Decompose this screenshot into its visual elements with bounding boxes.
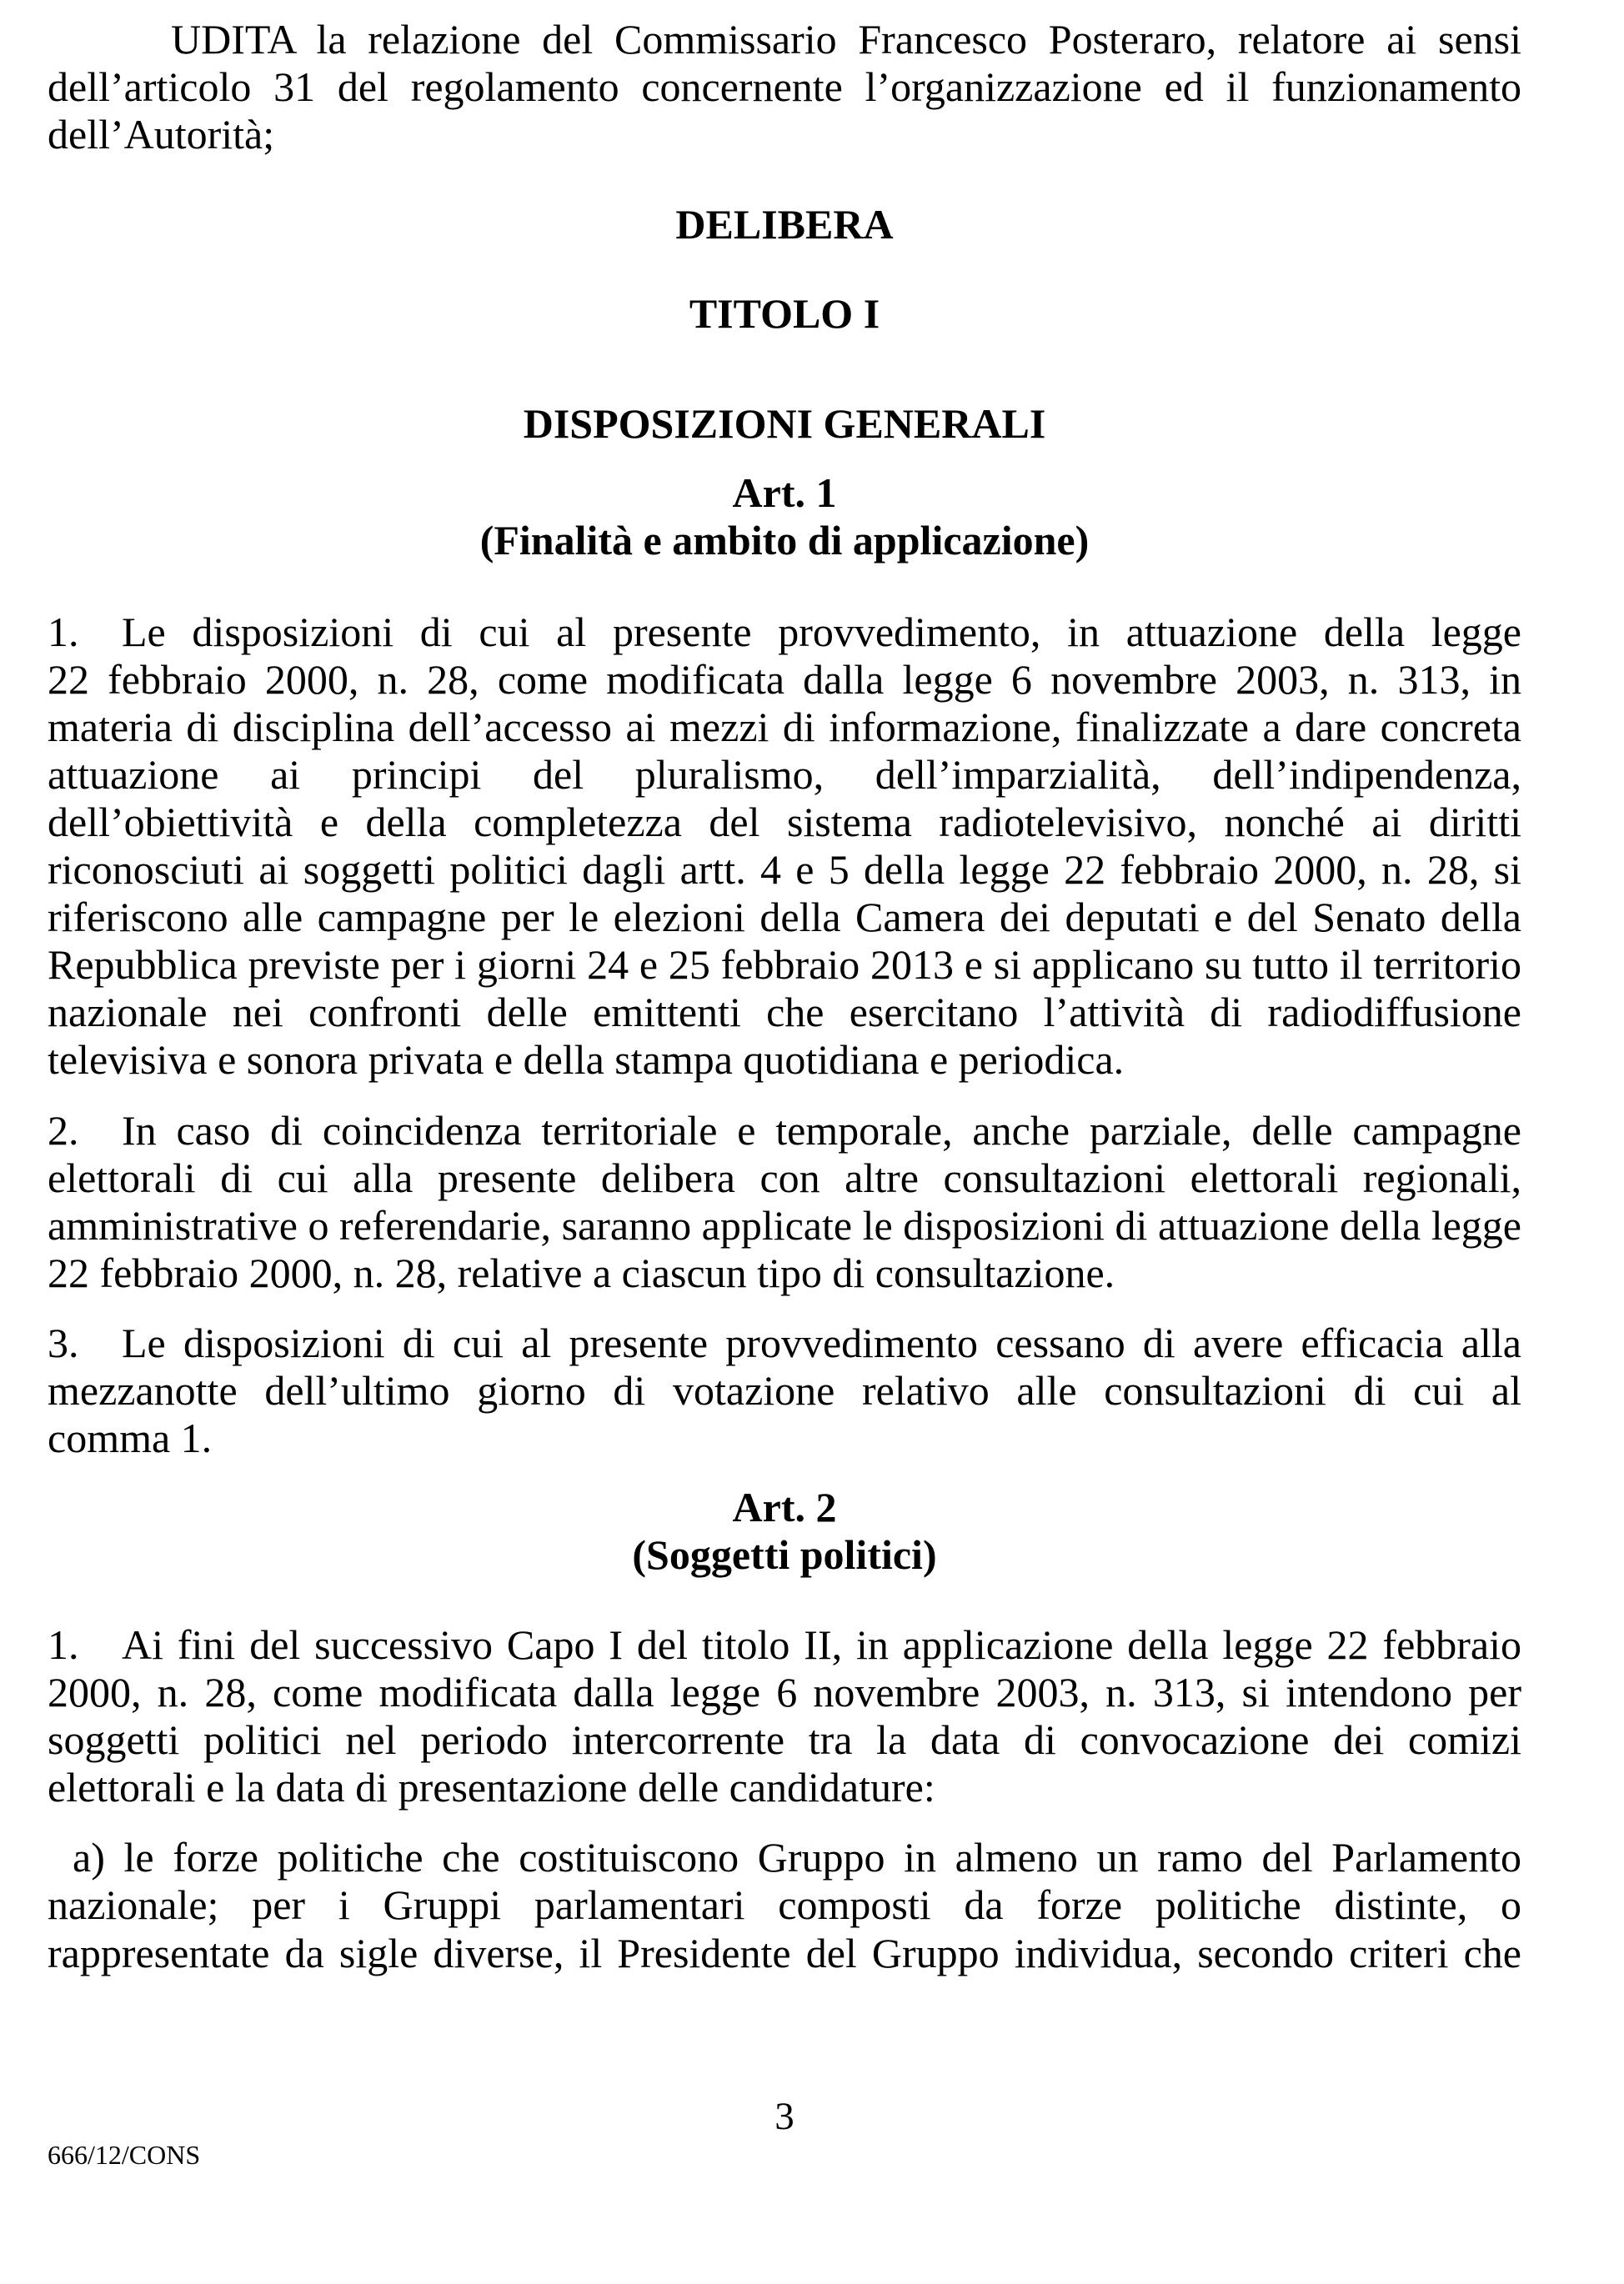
- preamble-line: dell’Autorità;: [48, 111, 275, 158]
- list-item-first-line: a) le forze politiche che costituiscono Gruppo in almeno un ramo del Parlamento: [73, 1834, 1521, 1881]
- list-item-line: nazionale; per i Gruppi parlamentari composti da forze politiche distinte, o: [48, 1881, 1521, 1928]
- paragraph-text: In caso di coincidenza territoriale e temporale, anche parziale, delle campagne: [122, 1107, 1521, 1154]
- paragraph-line: riferiscono alle campagne per le elezioni della Camera dei deputati e del Senato della: [48, 894, 1521, 940]
- article-number: Art. 1: [732, 469, 837, 516]
- paragraph-first-line: [48, 1107, 1521, 1155]
- document-code: 666/12/CONS: [48, 2140, 201, 2170]
- paragraph-number: 2.: [48, 1107, 79, 1154]
- paragraph-line: attuazione ai principi del pluralismo, dell’imparzialità, dell’indipendenza,: [48, 751, 1521, 798]
- paragraph-first-line: [48, 1320, 1521, 1367]
- paragraph-line: televisiva e sonora privata e della stampa quotidiana e periodica.: [48, 1036, 1125, 1083]
- paragraph-line: 22 febbraio 2000, n. 28, come modificata dalla legge 6 novembre 2003, n. 313, in: [48, 656, 1521, 703]
- paragraph-text: Le disposizioni di cui al presente provvedimento, in attuazione della legge: [122, 609, 1521, 655]
- page-number: 3: [774, 2095, 794, 2138]
- paragraph-line: Repubblica previste per i giorni 24 e 25 febbraio 2013 e si applicano su tutto il territorio: [48, 941, 1521, 988]
- paragraph-line: nazionale nei confronti delle emittenti che esercitano l’attività di radiodiffusione: [48, 989, 1521, 1035]
- heading-section: DISPOSIZIONI GENERALI: [523, 400, 1046, 447]
- paragraph-text: Le disposizioni di cui al presente provvedimento cessano di avere efficacia alla: [122, 1320, 1521, 1366]
- paragraph-line: riconosciuti ai soggetti politici dagli artt. 4 e 5 della legge 22 febbraio 2000, n. 28, si: [48, 846, 1521, 893]
- paragraph-line: amministrative o referendarie, saranno applicate le disposizioni di attuazione della legge: [48, 1202, 1521, 1249]
- paragraph-text: Ai fini del successivo Capo I del titolo II, in applicazione della legge 22 febbraio: [122, 1621, 1521, 1668]
- paragraph-first-line: [48, 1621, 1521, 1669]
- paragraph-line: comma 1.: [48, 1415, 213, 1461]
- paragraph-line: dell’obiettività e della completezza del sistema radiotelevisivo, nonché ai diritti: [48, 799, 1521, 845]
- paragraph-line: 2000, n. 28, come modificata dalla legge 6 novembre 2003, n. 313, si intendono per: [48, 1669, 1521, 1716]
- heading-delibera: DELIBERA: [675, 201, 894, 248]
- article-title: (Soggetti politici): [632, 1531, 937, 1578]
- paragraph-number: 3.: [48, 1320, 79, 1366]
- paragraph-line: elettorali di cui alla presente delibera con altre consultazioni elettorali regionali,: [48, 1155, 1521, 1201]
- paragraph-line: elettorali e la data di presentazione delle candidature:: [48, 1764, 935, 1811]
- paragraph-number: 1.: [48, 1621, 79, 1668]
- paragraph-first-line: [48, 609, 1521, 656]
- paragraph-line: 22 febbraio 2000, n. 28, relative a ciascun tipo di consultazione.: [48, 1250, 1115, 1296]
- article-number: Art. 2: [732, 1484, 837, 1530]
- preamble-line: UDITA la relazione del Commissario Francesco Posteraro, relatore ai sensi: [171, 16, 1521, 63]
- paragraph-line: materia di disciplina dell’accesso ai mezzi di informazione, finalizzate a dare concreta: [48, 704, 1521, 750]
- heading-titolo: TITOLO I: [689, 290, 880, 337]
- preamble-line: dell’articolo 31 del regolamento concernente l’organizzazione ed il funzionamento: [48, 63, 1521, 110]
- list-item-line: rappresentate da sigle diverse, il Presidente del Gruppo individua, secondo criteri che: [48, 1930, 1521, 1976]
- paragraph-line: soggetti politici nel periodo intercorrente tra la data di convocazione dei comizi: [48, 1716, 1521, 1763]
- article-title: (Finalità e ambito di applicazione): [479, 517, 1090, 563]
- paragraph-number: 1.: [48, 609, 79, 655]
- paragraph-line: mezzanotte dell’ultimo giorno di votazione relativo alle consultazioni di cui al: [48, 1367, 1521, 1414]
